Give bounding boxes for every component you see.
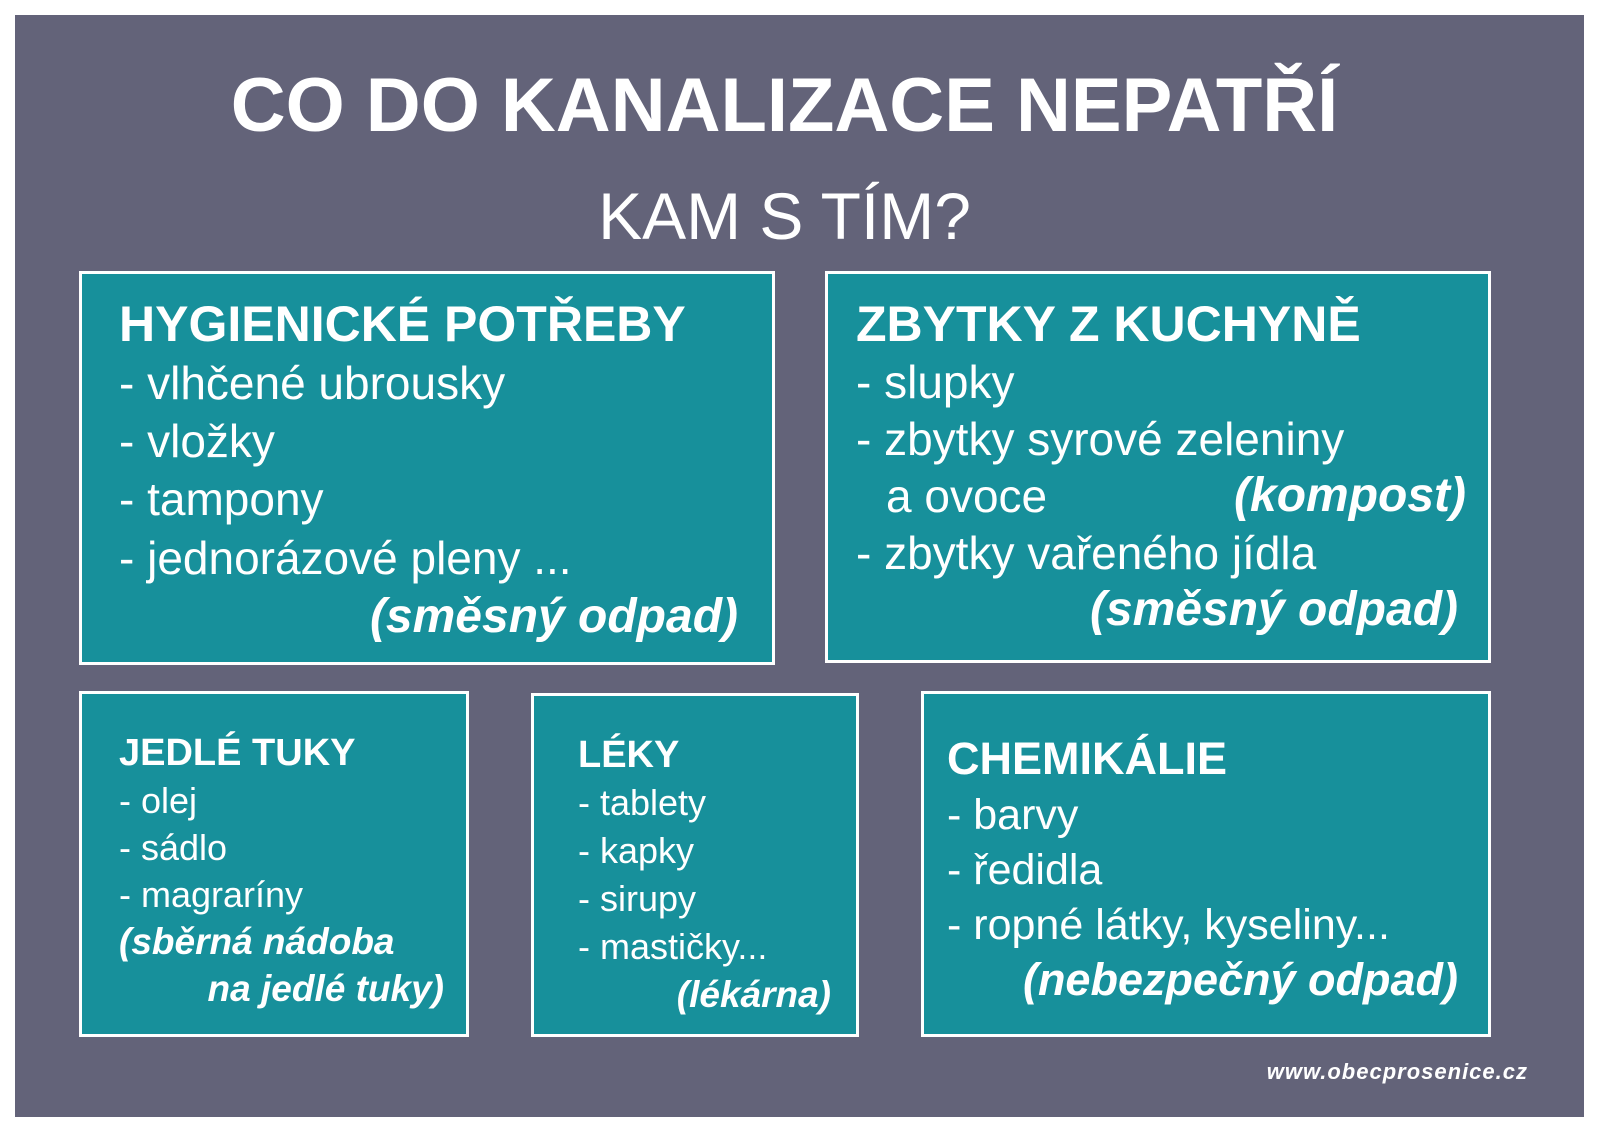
box-heading: ZBYTKY Z KUCHYNĚ bbox=[856, 296, 1361, 352]
list-item: - tablety bbox=[578, 782, 707, 823]
disposal-note: (nebezpečný odpad) bbox=[1022, 954, 1458, 1005]
box-heading: HYGIENICKÉ POTŘEBY bbox=[119, 296, 686, 352]
box-fats bbox=[79, 691, 469, 1037]
footer-url: www.obecprosenice.cz bbox=[1266, 1059, 1528, 1084]
list-item: - magraríny bbox=[119, 874, 304, 915]
box-heading: CHEMIKÁLIE bbox=[947, 733, 1227, 784]
list-item: - slupky bbox=[856, 356, 1015, 408]
disposal-note: (sběrná nádoba bbox=[119, 921, 395, 962]
list-item: - jednorázové pleny ... bbox=[119, 532, 572, 584]
list-item: - vlhčené ubrousky bbox=[119, 357, 506, 409]
list-item: - olej bbox=[119, 780, 198, 821]
disposal-note: (lékárna) bbox=[676, 974, 831, 1015]
disposal-note-compost: (kompost) bbox=[1234, 469, 1466, 522]
list-item: - vložky bbox=[119, 415, 275, 467]
list-item: - tampony bbox=[119, 473, 324, 525]
poster bbox=[15, 15, 1584, 1117]
box-chemicals bbox=[921, 691, 1491, 1037]
list-item: - ropné látky, kyseliny... bbox=[947, 901, 1390, 949]
list-item: - zbytky vařeného jídla bbox=[856, 527, 1317, 579]
box-heading: JEDLÉ TUKY bbox=[119, 732, 356, 774]
list-item: - ředidla bbox=[947, 846, 1103, 894]
list-item: - barvy bbox=[947, 791, 1079, 839]
list-item: - zbytky syrové zeleniny bbox=[856, 413, 1345, 465]
disposal-note: na jedlé tuky) bbox=[207, 968, 444, 1009]
box-kitchen bbox=[825, 271, 1491, 663]
list-item: a ovoce bbox=[886, 470, 1048, 522]
box-medicine bbox=[531, 693, 859, 1037]
page-title: CO DO KANALIZACE NEPATŘÍ bbox=[230, 63, 1339, 148]
disposal-note: (směsný odpad) bbox=[1089, 583, 1458, 636]
list-item: - mastičky... bbox=[578, 926, 768, 967]
list-item: - sádlo bbox=[119, 827, 228, 868]
page-subtitle: KAM S TÍM? bbox=[598, 179, 971, 253]
list-item: - sirupy bbox=[578, 878, 697, 919]
disposal-note: (směsný odpad) bbox=[369, 590, 738, 643]
box-hygiene bbox=[79, 271, 775, 665]
list-item: - kapky bbox=[578, 830, 695, 871]
box-heading: LÉKY bbox=[578, 734, 680, 776]
